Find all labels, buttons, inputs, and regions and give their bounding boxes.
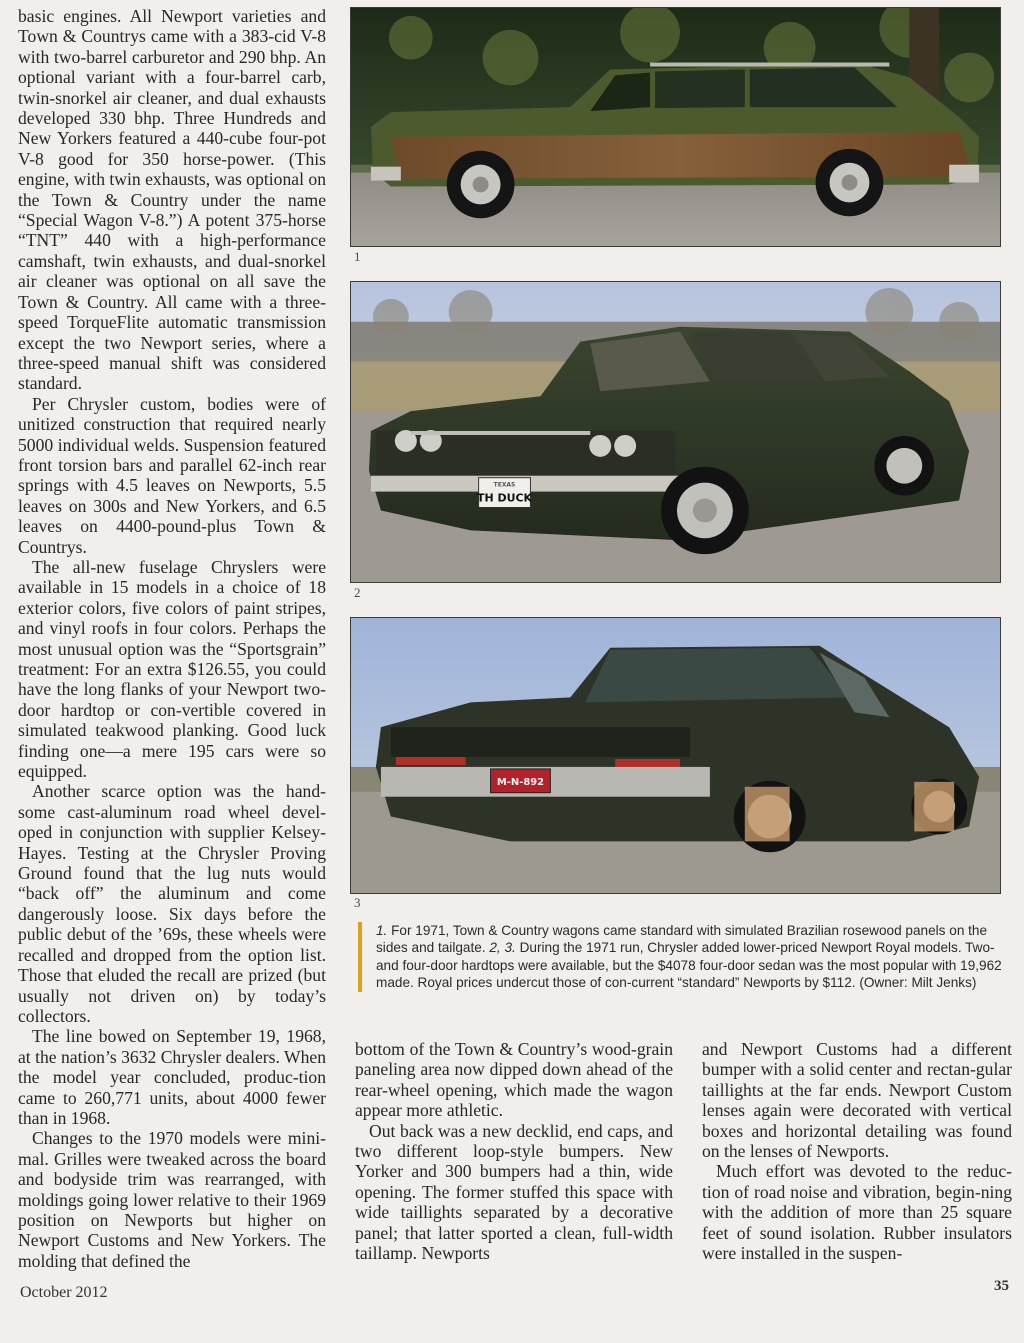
license-plate-text: M-N-892 [496, 776, 545, 788]
caption-ref-1: 1. [376, 923, 388, 938]
photo-sedan-rear [350, 617, 1001, 894]
article-paragraph: Much effort was devoted to the reduc-tion of road noise and vibration, begin-ning with the addition of more than 25 square feet of sound isolation. Rubber insulators were installed in the suspen- [702, 1161, 1012, 1264]
photo-number: 2 [354, 585, 361, 600]
article-paragraph: Out back was a new decklid, end caps, and two different loop-style bumpers. New Yorker and 300 bumpers had a thin, wide opening. The former stuffed this space with wide taillights separated by a decorative panel; that latter sported a clean, full-width taillamp. Newports [355, 1120, 673, 1264]
issue-date: October 2012 [20, 1284, 108, 1301]
article-paragraph: basic engines. All Newport varieties and Town & Countrys came with a 383-cid V-8 with two-barrel carburetor and 290 bhp. An optional variant with a four-barrel carb, twin-snorkel air cleaner, and dual exhausts developed 330 bhp. Three Hundreds and New Yorkers featured a 440-cube four-pot V-8 good for 350 horse-power. (This engine, with twin exhausts, was optional on the Town & Country under the name “Special Wagon V-8.”) A potent 375-horse “TNT” 440 with a high-performance camshaft, twin exhausts, and dual-snorkel air cleaner was optional on all save the Town & Country. All came with a three-speed TorqueFlite automatic transmission except the two Newport series, where a three-speed manual shift was considered standard. [18, 6, 326, 394]
caption-text-2: During the 1971 run, Chrysler added lower-priced Newport Royal models. Two- and four-door hardtops were available, but the $4078 four-door sedan was the most popular with 19,962 made. Royal prices undercut those of con-current “standard” Newports by $112. (Owner: Milt Jenks) [376, 940, 1002, 991]
article-column-middle [355, 1039, 673, 1263]
caption-ref-2-3: 2, 3. [489, 940, 516, 956]
photo-number: 3 [354, 895, 361, 910]
article-paragraph: Per Chrysler custom, bodies were of unitized construction that required nearly 5000 individual welds. Suspension featured front torsion bars and parallel 62-inch rear springs with 4.5 leaves on Newports, 5.5 leaves on 300s and New Yorkers, and 6.5 leaves on 4400-pound-plus Town & Countrys. [18, 393, 326, 557]
page-number: 35 [994, 1278, 1009, 1294]
article-paragraph: Another scarce option was the hand-some cast-aluminum road wheel devel-oped in conjunction with supplier Kelsey-Hayes. Testing at the Chrysler Proving Ground found that the lug nuts would “back off” the aluminum and come dangerously loose. Six days before the public debut of the ’69s, these wheels were recalled and dropped from the option list. Those that eluded the recall are prized (but usually not driven on) by today’s collectors. [18, 781, 326, 1026]
license-plate-state: TEXAS [493, 481, 516, 489]
article-column-left [18, 6, 326, 1271]
photo-wagon-side [350, 7, 1001, 247]
article-paragraph: The all-new fuselage Chryslers were available in 15 models in a choice of 18 exterior colors, five colors of paint stripes, and vinyl roofs in four colors. Perhaps the most unusual option was the “Sportsgrain” treatment: For an extra $126.55, you could have the long flanks of your Newport two-door hardtop or con-vertible covered in simulated teakwood planking. Good luck finding one—a mere 195 cars were so equipped. [18, 556, 326, 782]
sedan-rear-illustration [351, 618, 1000, 893]
photo-sedan-front [350, 281, 1001, 583]
article-paragraph: and Newport Customs had a different bumper with a solid center and rectan-gular taillights at the far ends. Newport Custom lenses again were decorated with vertical boxes and horizontal detailing was found on the lenses of Newports. [702, 1039, 1012, 1162]
sedan-front-illustration [351, 282, 1000, 582]
caption-text-1: For 1971, Town & Country wagons came standard with simulated Brazilian rosewood panels on the sides and tailgate. [376, 923, 988, 956]
article-column-right [702, 1039, 1012, 1263]
article-paragraph: The line bowed on September 19, 1968, at the nation’s 3632 Chrysler dealers. When the model year concluded, produc-tion came to 260,771 units, about 4000 fewer than in 1968. [18, 1026, 326, 1128]
article-paragraph: Changes to the 1970 models were mini-mal. Grilles were tweaked across the board and bodyside trim was rearranged, with moldings going lower relative to their 1969 position on Newports but higher on Newport Customs and New Yorkers. The molding that defined the [18, 1128, 326, 1271]
photo-number: 1 [354, 249, 361, 264]
article-paragraph: bottom of the Town & Country’s wood-grain paneling area now dipped down ahead of the rear-wheel opening, which made the wagon appear more athletic. [355, 1039, 673, 1121]
license-plate-text: TH DUCK [477, 491, 533, 505]
photo-caption [358, 922, 1016, 992]
wagon-illustration [351, 8, 1000, 246]
